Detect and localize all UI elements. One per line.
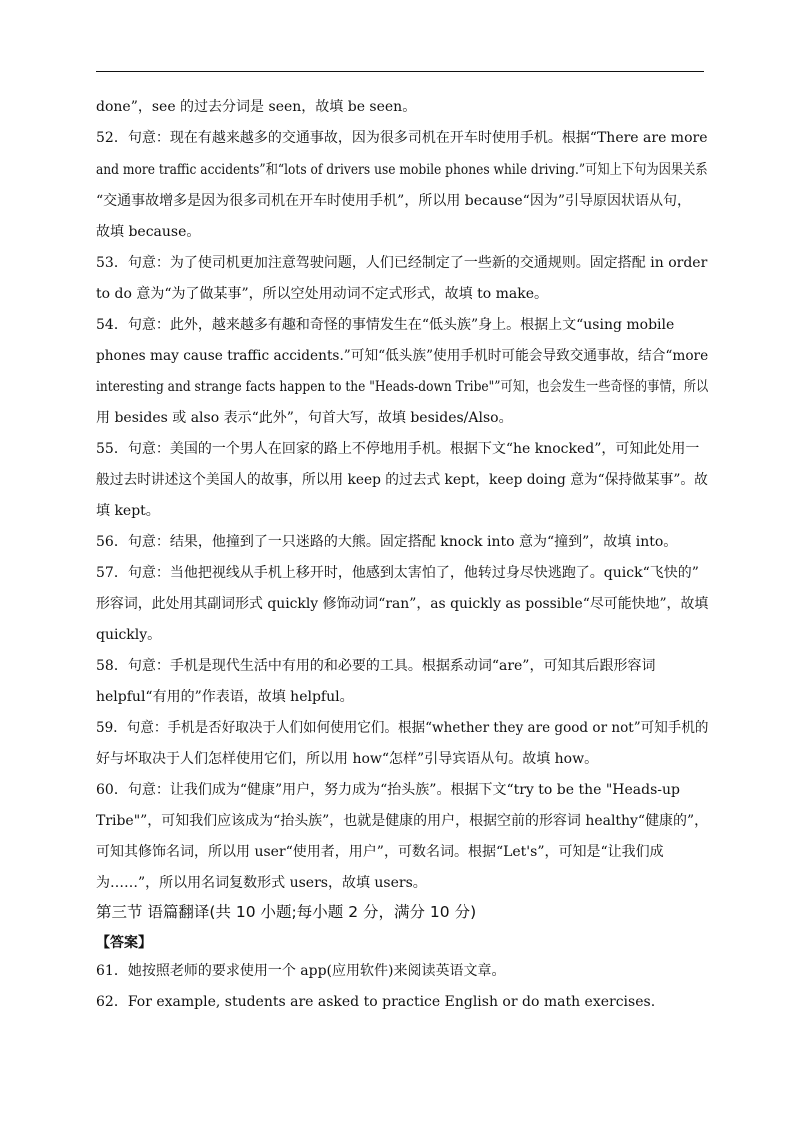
text-line: “交通事故增多是因为很多司机在开车时使用手机”，所以用 because“因为”引导原因状语从句， [96, 193, 691, 209]
text-line: 56．句意：结果，他撞到了一只迷路的大熊。固定搭配 knock into 意为“撞到”，故填 into。 [96, 534, 678, 550]
text-line: 60．句意：让我们成为“健康”用户，努力成为“抬头族”。根据下文“try to be the "Heads-up [96, 782, 680, 798]
text-line: 填 kept。 [96, 503, 160, 519]
text-line: 55．句意：美国的一个男人在回家的路上不停地用手机。根据下文“he knocked”，可知此处用一 [96, 441, 700, 457]
text-line: 为……”，所以用名词复数形式 users，故填 users。 [96, 875, 427, 891]
text-line: done”，see 的过去分词是 seen，故填 be seen。 [96, 99, 417, 115]
text-line: 可知其修饰名词，所以用 user“使用者，用户”，可数名词。根据“Let's”，可知是“让我们成 [96, 844, 664, 860]
text-line: to do 意为“为了做某事”，所以空处用动词不定式形式，故填 to make。 [96, 286, 549, 302]
text-line: 形容词，此处用其副词形式 quickly 修饰动词“ran”，as quickly as possible“尽可能快地”，故填 [96, 596, 709, 612]
text-line: 52．句意：现在有越来越多的交通事故，因为很多司机在开车时使用手机。根据“There are more [96, 130, 708, 146]
text-line: 53．句意：为了使司机更加注意驾驶问题，人们已经制定了一些新的交通规则。固定搭配 in order [96, 255, 708, 271]
text-line: and more traffic accidents”和“lots of drivers use mobile phones while driving.”可知上下句为因果关系 [96, 162, 708, 178]
text-line: 58．句意：手机是现代生活中有用的和必要的工具。根据系动词“are”，可知其后跟形容词 [96, 658, 656, 674]
text-line: 般过去时讲述这个美国人的故事，所以用 keep 的过去式 kept，keep doing 意为“保持做某事”。故 [96, 472, 708, 488]
text-line: 故填 because。 [96, 224, 201, 240]
header-rule [96, 71, 704, 72]
text-line: 好与坏取决于人们怎样使用它们，所以用 how“怎样”引导宾语从句。故填 how。 [96, 751, 599, 767]
text-line: 57．句意：当他把视线从手机上移开时，他感到太害怕了，他转过身尽快逃跑了。quick“飞快的” [96, 565, 699, 581]
text-line: 用 besides 或 also 表示“此外”，句首大写，故填 besides/Also。 [96, 410, 513, 426]
text-line: helpful“有用的”作表语，故填 helpful。 [96, 689, 354, 705]
text-line: 54．句意：此外，越来越多有趣和奇怪的事情发生在“低头族”身上。根据上文“using mobile [96, 317, 675, 333]
answer-line: 62．For example, students are asked to practice English or do math exercises. [96, 994, 656, 1010]
section-title: 第三节 语篇翻译(共 10 小题;每小题 2 分，满分 10 分) [96, 903, 477, 921]
answer-line: 61．她按照老师的要求使用一个 app(应用软件)来阅读英语文章。 [96, 963, 506, 979]
text-line: interesting and strange facts happen to the "Heads-down Tribe"”可知，也会发生一些奇怪的事情，所以 [96, 379, 709, 395]
answer-label: 【答案】 [96, 935, 152, 951]
text-line: quickly。 [96, 627, 162, 643]
text-line: Tribe"”，可知我们应该成为“抬头族”，也就是健康的用户，根据空前的形容词 healthy“健康的”， [96, 813, 709, 829]
text-line: 59．句意：手机是否好取决于人们如何使用它们。根据“whether they are good or not”可知手机的 [96, 720, 709, 736]
text-line: phones may cause traffic accidents.”可知“低头族”使用手机时可能会导致交通事故，结合“more [96, 348, 709, 364]
